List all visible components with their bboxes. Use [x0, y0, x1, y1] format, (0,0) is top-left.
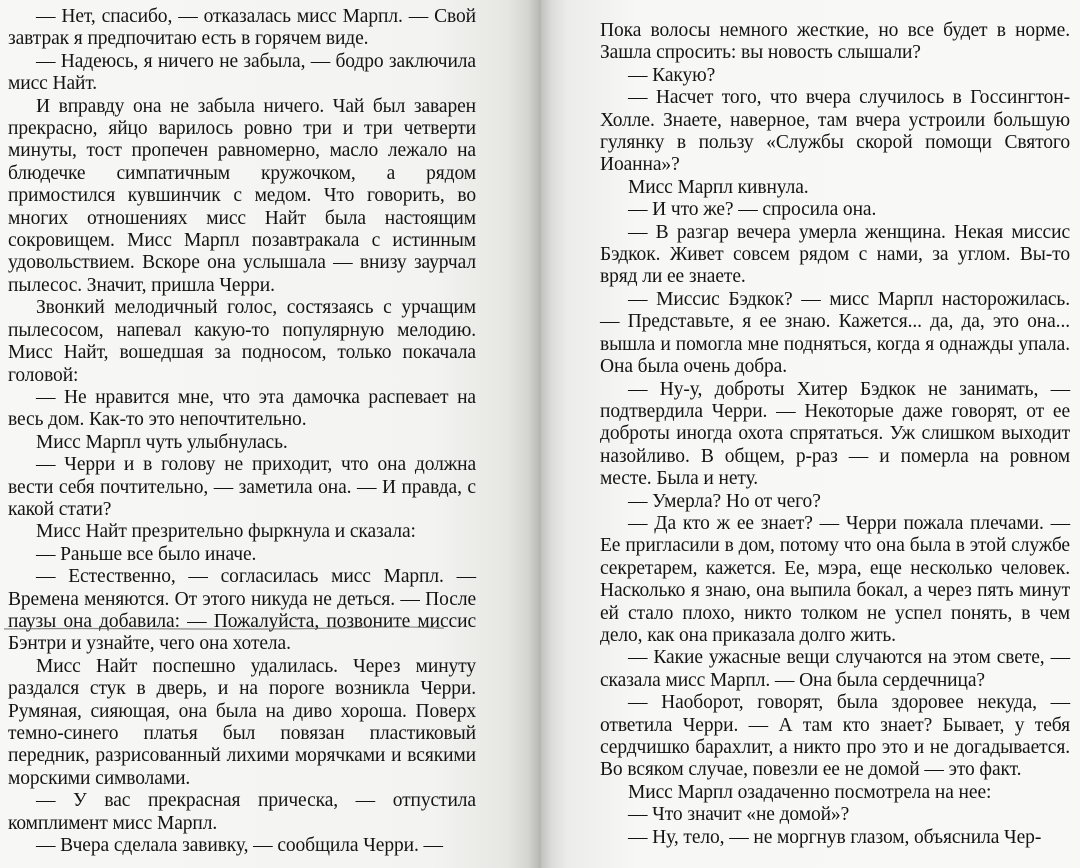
left-page-text: [8, 6, 476, 857]
paragraph: — Ну, тело, — не моргнув глазом, объяснила Чер-: [628, 826, 1042, 848]
paragraph: — Естественно, — согласилась мисс Марпл. — Времена меняются. От этого никуда не деться. — После паузы она добавила: — Пожалуйста, позвоните миссис Бэнтри и узнайте, чего она хотела.: [8, 566, 476, 655]
right-page-text: [600, 20, 1070, 849]
paragraph: — Черри и в голову не приходит, что она должна вести себя почтительно, — заметила она. — И правда, с какой стати?: [8, 454, 476, 520]
paragraph: И вправду она не забыла ничего. Чай был заварен прекрасно, яйцо варилось ровно три и три четверти минуты, тост пропечен равномерно, масло лежало на блюдечке симпатичным кружочком, а рядом примостился кувшинчик с медом. Что говорить, во многих отношениях мисс Найт была настоящим сокровищем. Мисс Марпл позавтракала с истинным удовольствием. Вскоре она услышала — внизу заурчал пылесос. Значит, пришла Черри.: [8, 95, 476, 296]
right-page: [540, 0, 1080, 868]
book-gutter: [528, 0, 552, 868]
paragraph: — В разгар вечера умерла женщина. Некая миссис Бэдкок. Живет совсем рядом с нами, за углом. Вы-то вряд ли ее знаете.: [600, 221, 1070, 288]
paragraph: — У вас прекрасная прическа, — отпустила комплимент мисс Марпл.: [8, 790, 476, 834]
paragraph: Мисс Найт презрительно фыркнула и сказала:: [36, 521, 416, 543]
pencil-underline-mark: [4, 626, 444, 632]
paragraph: — Не нравится мне, что эта дамочка распевает на весь дом. Как-то это непочтительно.: [8, 386, 476, 431]
paragraph: — Надеюсь, я ничего не забыла, — бодро заключила мисс Найт.: [8, 50, 476, 95]
paragraph: Мисс Марпл кивнула.: [628, 176, 809, 198]
paragraph: — Насчет того, что вчера случилось в Госсингтон-Холле. Знаете, наверное, там вчера устроили большую гулянку в пользу «Службы скорой помощи Святого Иоанна»?: [600, 87, 1070, 176]
paragraph: Мисс Марпл озадаченно посмотрела на нее:: [628, 781, 992, 803]
paragraph: Мисс Найт поспешно удалилась. Через минуту раздался стук в дверь, и на пороге возникла Черри. Румяная, сияющая, она была на диво хороша. Поверх темно-синего платья был повязан пластиковый передник, разрисованный лихими морячками и всякими морскими символами.: [8, 655, 476, 789]
paragraph: Звонкий мелодичный голос, состязаясь с урчащим пылесосом, напевал какую-то популярную мелодию. Мисс Найт, вошедшая за подносом, только покачала головой:: [8, 297, 476, 386]
paragraph: — Нет, спасибо, — отказалась мисс Марпл. — Свой завтрак я предпочитаю есть в горячем виде.: [8, 6, 476, 50]
paragraph: — Ну-у, доброты Хитер Бэдкок не занимать, — подтвердила Черри. — Некоторые даже говорят, от ее доброты иногда охота спрятаться. Уж слишком выходит назойливо. В общем, р-раз — и померла на ровном месте. Была и нету.: [600, 378, 1070, 490]
paragraph: — Что значит «не домой»?: [628, 804, 850, 826]
paragraph: — Умерла? Но от чего?: [628, 490, 821, 512]
paragraph: — Да кто ж ее знает? — Черри пожала плечами. — Ее пригласили в дом, потому что она была в этой службе секретарем, кажется. Ее, мэра, еще несколько человек. Насколько я знаю, она выпила бокал, а через пять минут ей стало плохо, никто толком не успел понять, в чем дело, как она приказала долго жить.: [600, 512, 1070, 646]
paragraph: — Какую?: [628, 64, 716, 86]
paragraph: — Наоборот, говорят, была здоровее некуда, — ответила Черри. — А там кто знает? Бывает, у тебя сердчишко барахлит, а никто про это и не догадывается. Во всяком случае, повезли ее не домой — это факт.: [600, 692, 1070, 781]
paragraph: — Вчера сделала завивку, — сообщила Черри. —: [36, 835, 443, 857]
paragraph: — Какие ужасные вещи случаются на этом свете, — сказала мисс Марпл. — Она была сердечница?: [600, 647, 1070, 691]
paragraph: — Миссис Бэдкок? — мисс Марпл насторожилась. — Представьте, я ее знаю. Кажется... да, да, это она... вышла и помогла мне подняться, когда я однажды упала. Она была очень добра.: [600, 288, 1070, 378]
paragraph: Пока волосы немного жесткие, но все будет в норме. Зашла спросить: вы новость слышали?: [600, 20, 1070, 64]
paragraph: — И что же? — спросила она.: [628, 199, 877, 221]
paragraph: — Раньше все было иначе.: [36, 543, 257, 565]
paragraph: Мисс Марпл чуть улыбнулась.: [36, 431, 288, 453]
